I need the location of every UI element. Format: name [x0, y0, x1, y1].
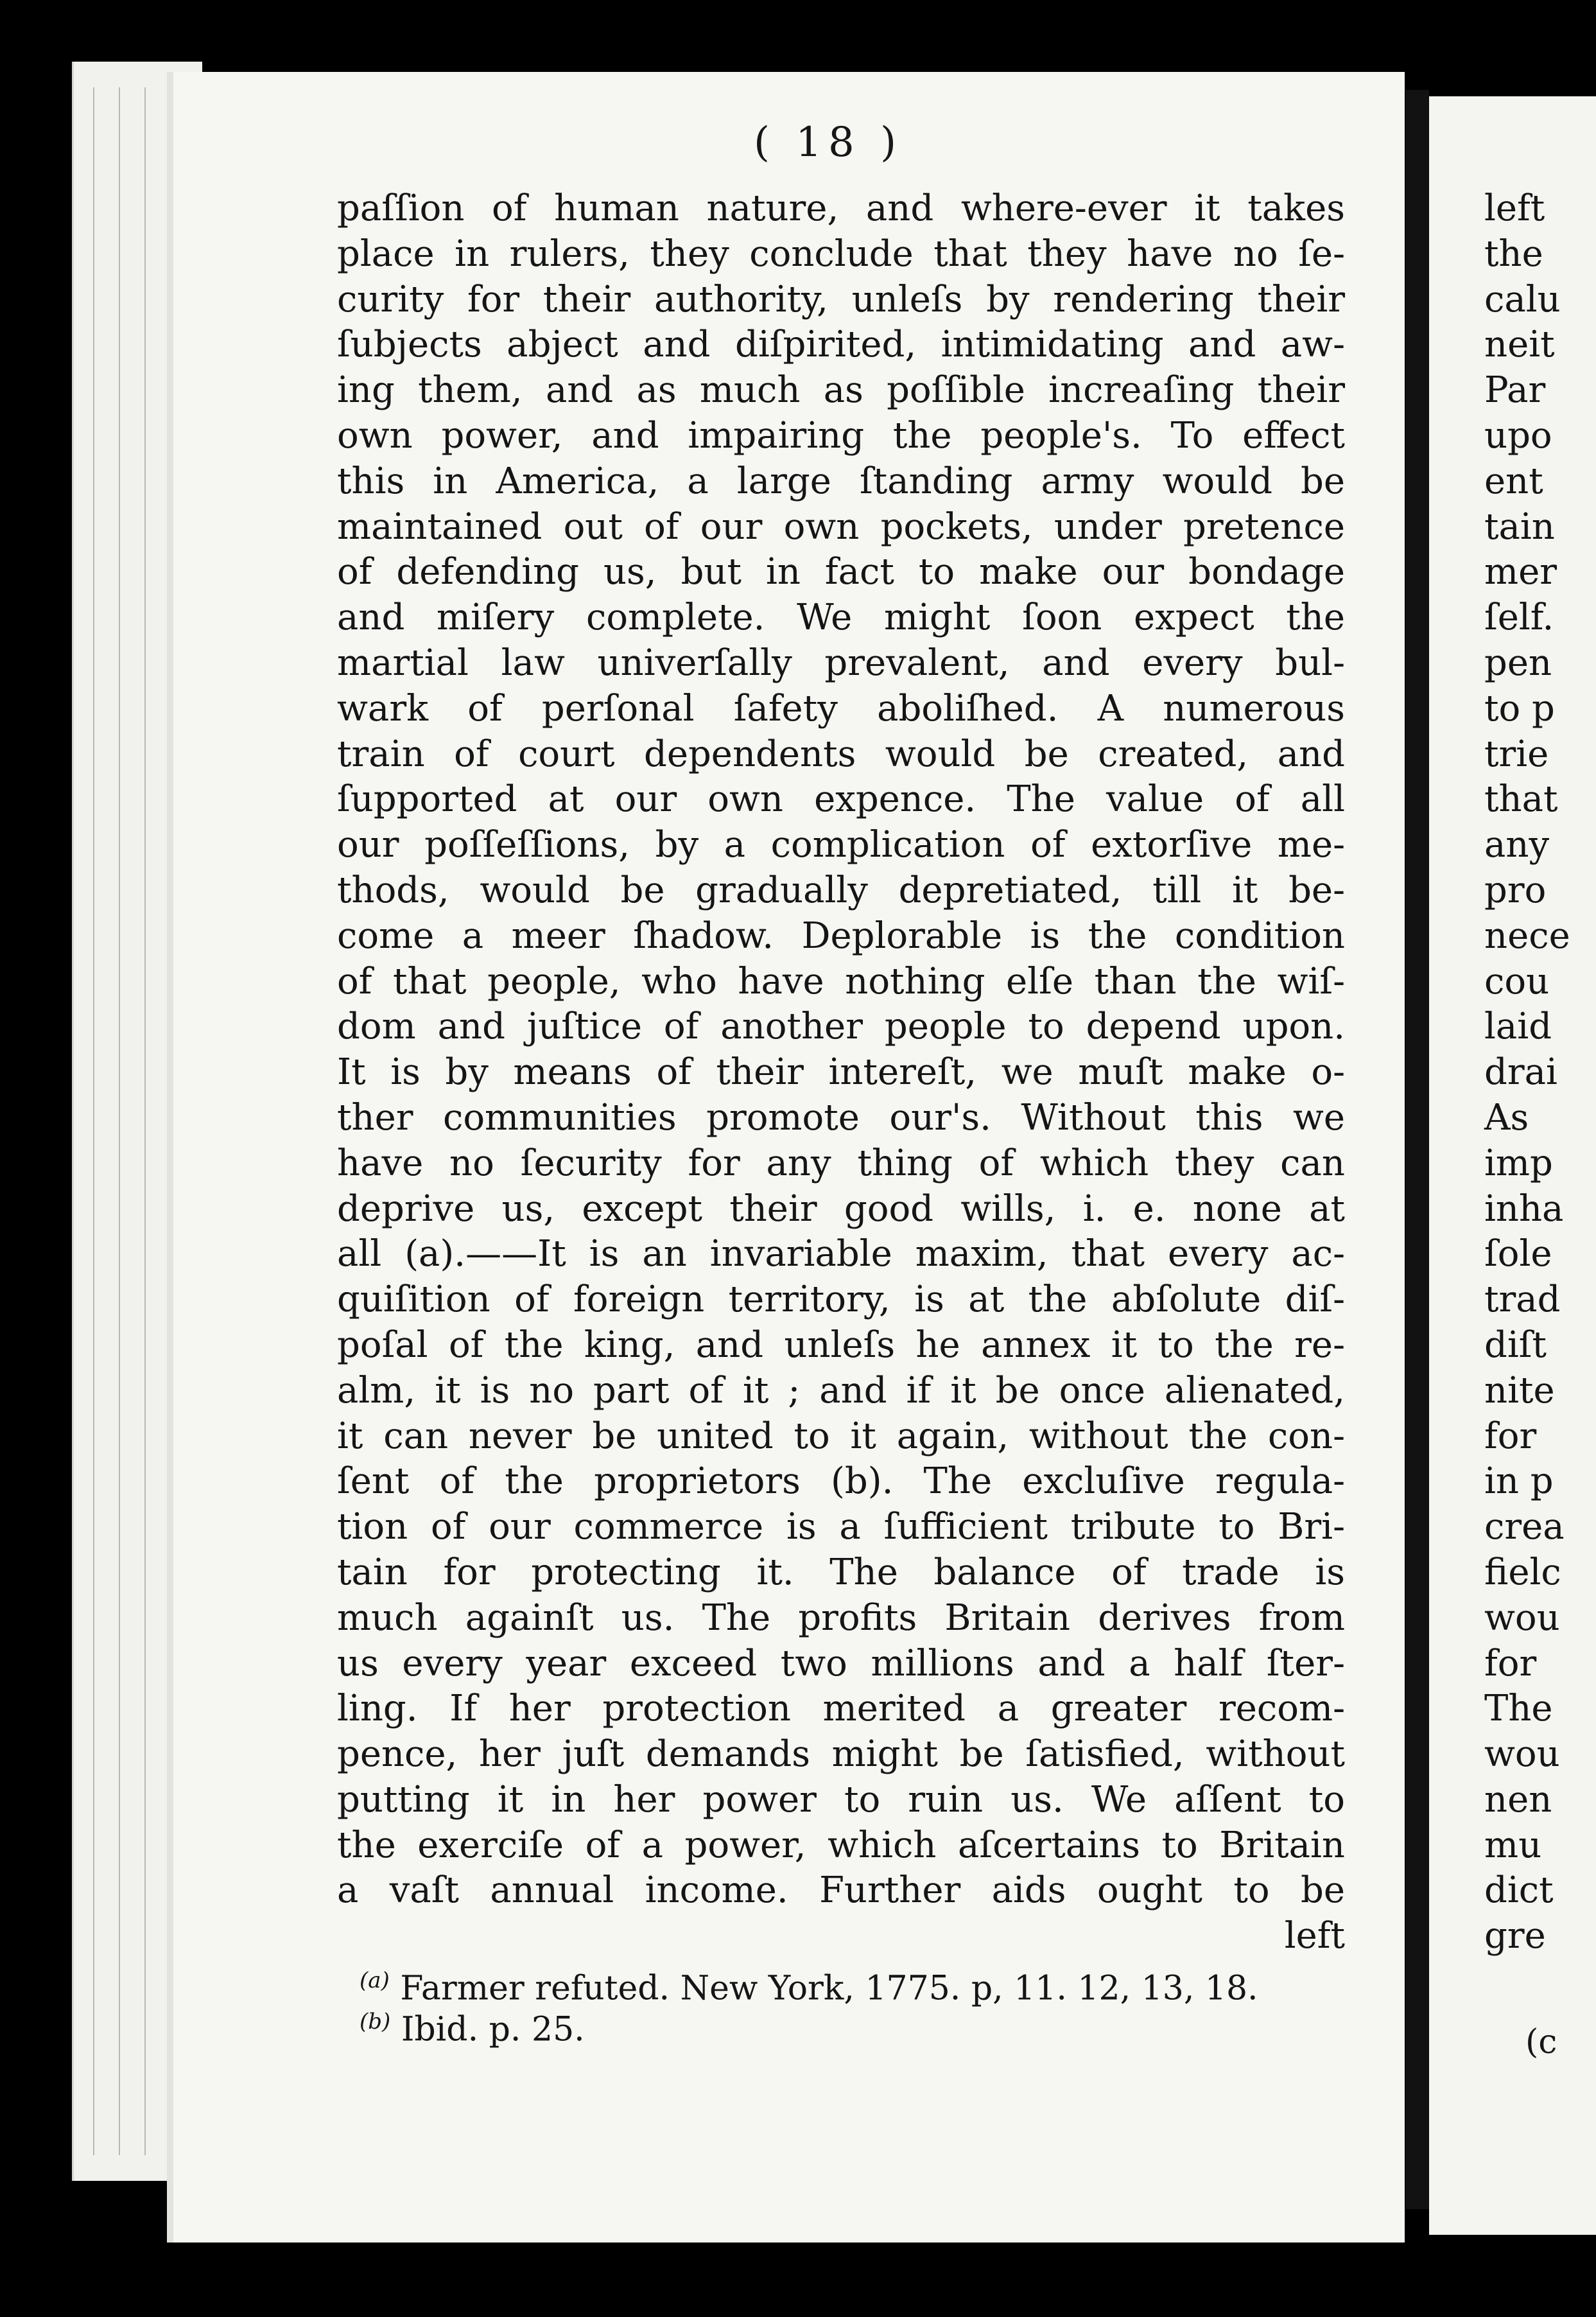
- text-line: our poſſeſſions, by a complication of extorſive me-: [337, 824, 1345, 866]
- text-line: thods, would be gradually depretiated, till it be-: [337, 869, 1345, 911]
- text-line: wark of perſonal ſafety aboliſhed. A numerous: [337, 687, 1345, 730]
- page-number: ( 18 ): [753, 119, 903, 166]
- text-line: tain for protecting it. The balance of trade is: [337, 1551, 1345, 1593]
- right-page-line-fragment: drai: [1484, 1051, 1557, 1094]
- page-edge-line: [144, 87, 146, 2155]
- right-page-line-fragment: any: [1484, 824, 1550, 866]
- text-line: a vaſt annual income. Further aids ought to be: [337, 1869, 1345, 1912]
- right-page-line-fragment: crea: [1484, 1506, 1565, 1548]
- footnote-text: Ibid. p. 25.: [401, 2010, 585, 2049]
- right-page-line-fragment: trie: [1484, 733, 1549, 775]
- right-page-line-fragment: imp: [1484, 1142, 1553, 1184]
- right-page-line-fragment: calu: [1484, 278, 1561, 320]
- text-line: martial law univerſally prevalent, and every bul-: [337, 642, 1345, 684]
- text-line: tion of our commerce is a ſufficient tribute to Bri-: [337, 1506, 1345, 1548]
- text-line: ing them, and as much as poſſible increaſing their: [337, 369, 1345, 412]
- right-page-line-fragment: wou: [1484, 1596, 1560, 1639]
- right-page-line-fragment: trad: [1484, 1279, 1561, 1321]
- footnote-b: [360, 2009, 1348, 2049]
- text-line: putting it in her power to ruin us. We aſſent to: [337, 1778, 1345, 1821]
- right-page-line-fragment: upo: [1484, 414, 1552, 457]
- text-line: quiſition of foreign territory, is at the abſolute diſ-: [337, 1279, 1345, 1321]
- text-line: of that people, who have nothing elſe than the wiſ-: [337, 960, 1345, 1002]
- text-line: own power, and impairing the people's. To effect: [337, 414, 1345, 457]
- right-page-line-fragment: ent: [1484, 460, 1543, 502]
- text-line: ther communities promote our's. Without this we: [337, 1096, 1345, 1139]
- right-page-line-fragment: ſelf.: [1484, 597, 1554, 639]
- right-page-line-fragment: nite: [1484, 1369, 1555, 1412]
- text-line: ling. If her protection merited a greater recom-: [337, 1688, 1345, 1730]
- right-page-line-fragment: laid: [1484, 1006, 1552, 1048]
- text-line: of defending us, but in fact to make our bondage: [337, 551, 1345, 593]
- text-line: poſal of the king, and unleſs he annex it to the re-: [337, 1324, 1345, 1366]
- right-page-line-fragment: diſt: [1484, 1324, 1547, 1366]
- body-text: [337, 186, 1345, 1959]
- footnote-mark: (b): [360, 2009, 391, 2034]
- text-line: deprive us, except their good wills, i. e. none at: [337, 1187, 1345, 1230]
- footnote-text: Farmer refuted. New York, 1775. p, 11. 12, 13, 18.: [400, 1969, 1258, 2008]
- right-page-line-fragment: tain: [1484, 505, 1555, 548]
- right-page-line-fragment: fielc: [1484, 1551, 1561, 1593]
- text-line: it can never be united to it again, without the con-: [337, 1415, 1345, 1457]
- right-page-line-fragment: As: [1484, 1096, 1529, 1139]
- right-page-line-fragment: The: [1484, 1688, 1553, 1730]
- right-page-line-fragment: the: [1484, 232, 1543, 275]
- right-page-line-fragment: Par: [1484, 369, 1546, 412]
- text-line: ſupported at our own expence. The value of all: [337, 778, 1345, 821]
- text-line: the exerciſe of a power, which aſcertains to Britain: [337, 1824, 1345, 1866]
- right-page-line-fragment: neit: [1484, 324, 1555, 366]
- footnote-mark: (a): [360, 1968, 390, 1993]
- right-page-line-fragment: that: [1484, 778, 1558, 821]
- text-line: ſubjects abject and diſpirited, intimidating and aw-: [337, 324, 1345, 366]
- right-page-line-fragment: pen: [1484, 642, 1552, 684]
- text-line: paſſion of human nature, and where-ever it takes: [337, 188, 1345, 229]
- page-edge-line: [119, 87, 120, 2155]
- text-line: ſent of the proprietors (b). The excluſive regula-: [337, 1460, 1345, 1503]
- right-page-footnote: (c: [1525, 2023, 1557, 2061]
- right-page-line-fragment: wou: [1484, 1733, 1560, 1776]
- footnote-a: [360, 1968, 1348, 2007]
- text-line: alm, it is no part of it ; and if it be once alienated,: [337, 1369, 1345, 1412]
- text-line: curity for their authority, unleſs by rendering their: [337, 278, 1345, 320]
- text-line: place in rulers, they conclude that they have no ſe-: [337, 232, 1345, 275]
- text-line: pence, her juſt demands might be ſatisfied, without: [337, 1733, 1345, 1776]
- right-page-line-fragment: for: [1484, 1642, 1537, 1684]
- right-page-line-fragment: dict: [1484, 1869, 1554, 1912]
- book-gutter: [1406, 90, 1429, 2209]
- text-line: all (a).——It is an invariable maxim, that every ac-: [337, 1233, 1345, 1275]
- right-page-line-fragment: mu: [1484, 1824, 1542, 1866]
- text-line: us every year exceed two millions and a half ſter-: [337, 1642, 1345, 1684]
- text-line: this in America, a large ſtanding army would be: [337, 460, 1345, 502]
- text-line: dom and juſtice of another people to depend upon.: [337, 1006, 1345, 1048]
- right-page-line-fragment: gre: [1484, 1915, 1546, 1957]
- right-page-line-fragment: to p: [1484, 687, 1555, 730]
- text-line: It is by means of their intereſt, we muſt make o-: [337, 1051, 1345, 1094]
- right-page-line-fragment: for: [1484, 1415, 1537, 1457]
- right-page-line-fragment: ſole: [1484, 1233, 1552, 1275]
- right-page-line-fragment: nen: [1484, 1778, 1552, 1821]
- text-line: have no ſecurity for any thing of which they can: [337, 1142, 1345, 1184]
- text-line: come a meer ſhadow. Deplorable is the condition: [337, 914, 1345, 957]
- right-page-line-fragment: left: [1484, 188, 1545, 229]
- right-page-text: [1484, 186, 1570, 1959]
- right-page-line-fragment: mer: [1484, 551, 1557, 593]
- right-page-line-fragment: in p: [1484, 1460, 1554, 1503]
- text-line: much againſt us. The profits Britain derives from: [337, 1596, 1345, 1639]
- right-page-line-fragment: cou: [1484, 960, 1550, 1002]
- text-line: train of court dependents would be created, and: [337, 733, 1345, 775]
- catchword: left: [1284, 1915, 1345, 1957]
- text-line: maintained out of our own pockets, under pretence: [337, 505, 1345, 548]
- right-page-line-fragment: pro: [1484, 869, 1547, 911]
- text-line: and miſery complete. We might ſoon expect the: [337, 597, 1345, 639]
- right-page-line-fragment: inha: [1484, 1187, 1564, 1230]
- right-page-line-fragment: nece: [1484, 914, 1570, 957]
- page-edge-line: [93, 87, 94, 2155]
